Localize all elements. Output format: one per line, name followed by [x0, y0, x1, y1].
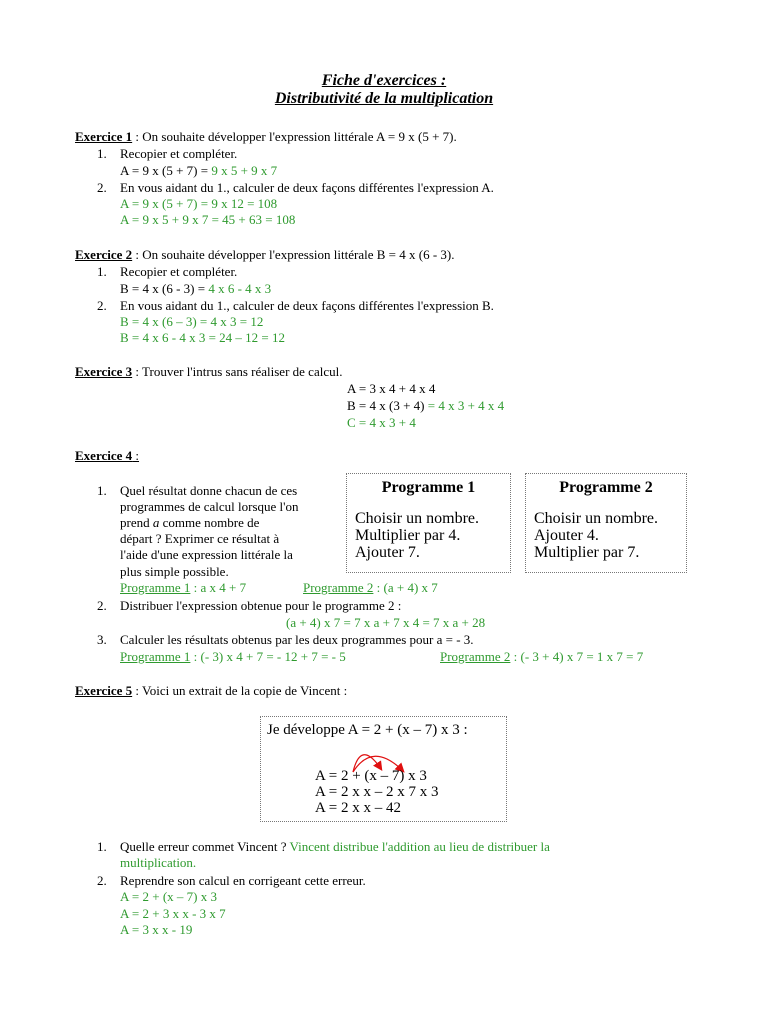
ex4-q3-ans2-label: Programme 2	[440, 649, 511, 664]
ex3-line-c: C = 4 x 3 + 4	[347, 415, 416, 430]
ex3-line-a: A = 3 x 4 + 4 x 4	[347, 381, 436, 396]
ex1-q1-expr-b: 9 x 5 + 9 x 7	[211, 163, 278, 178]
ex4-q3-ans1-text: : (- 3) x 4 + 7 = - 12 + 7 = - 5	[190, 649, 346, 664]
ex4-q1-line4: départ ? Exprimer ce résultat à	[120, 531, 280, 546]
ex2-q1-expr	[120, 281, 271, 297]
ex1-q1-expr	[120, 163, 277, 179]
page-title-line2: Distributivité de la multiplication	[274, 90, 494, 107]
ex1-q1-text: Recopier et compléter.	[120, 146, 238, 161]
ex1-answer-1: A = 9 x (5 + 7) = 9 x 12 = 108	[120, 196, 278, 211]
ex5-intro: : Voici un extrait de la copie de Vincent :	[132, 683, 348, 698]
ex3-line-b-expr: B = 4 x (3 + 4)	[347, 398, 428, 413]
ex4-q1-prend: prend	[120, 515, 153, 530]
programme-2-step-3: Multiplier par 7.	[534, 544, 640, 561]
ex2-intro: : On souhaite développer l'expression littérale B = 4 x (6 - 3).	[132, 247, 455, 262]
ex4-heading	[75, 448, 139, 464]
ex1-intro: : On souhaite développer l'expression littérale A = 9 x (5 + 7).	[132, 129, 457, 144]
programme-2-box	[525, 473, 687, 573]
ex4-q3-num: 3.	[97, 632, 107, 647]
ex4-q3-ans1-label: Programme 1	[120, 649, 191, 664]
ex4-ans-prog1-label: Programme 1	[120, 580, 191, 595]
ex3-line-b-answer: = 4 x 3 + 4 x 4	[427, 398, 505, 413]
ex5-q1-answer-1: Vincent distribue l'addition au lieu de distribuer la	[289, 839, 550, 854]
ex4-q1-line6: plus simple possible.	[120, 564, 229, 579]
ex1-q1-expr-a: A = 9 x (5 + 7) =	[120, 163, 212, 178]
ex4-q1-answer-2	[303, 580, 438, 596]
ex4-colon: :	[132, 448, 140, 463]
ex4-q1-line3-rest: comme nombre de	[162, 515, 260, 530]
ex5-q1-answer-2: multiplication.	[120, 855, 197, 870]
programme-1-box	[346, 473, 511, 573]
ex4-label: Exercice 4	[75, 448, 133, 463]
extract-line-2: A = 2 x x – 2 x 7 x 3	[315, 784, 439, 800]
programme-2-step-2: Ajouter 4.	[534, 527, 599, 544]
extract-heading: Je développe A = 2 + (x – 7) x 3 :	[267, 722, 468, 738]
ex1-heading	[75, 129, 457, 145]
ex2-q1-num: 1.	[97, 264, 107, 279]
ex4-q1-answer	[120, 580, 246, 596]
ex2-q1-text: Recopier et compléter.	[120, 264, 238, 279]
ex4-q2-answer: (a + 4) x 7 = 7 x a + 7 x 4 = 7 x a + 28	[286, 615, 486, 630]
ex4-q3-text: Calculer les résultats obtenus par les deux programmes pour a = - 3.	[120, 632, 474, 647]
programme-1-step-3: Ajouter 7.	[355, 544, 420, 561]
vincent-extract-box	[260, 716, 507, 822]
ex3-heading	[75, 364, 342, 380]
ex5-answer-3: A = 3 x x - 19	[120, 922, 193, 937]
ex5-label: Exercice 5	[75, 683, 133, 698]
ex1-answer-2: A = 9 x 5 + 9 x 7 = 45 + 63 = 108	[120, 212, 296, 227]
ex4-ans-prog1-text: : a x 4 + 7	[190, 580, 247, 595]
programme-2-step-1: Choisir un nombre.	[534, 510, 658, 527]
ex4-ans-prog2-label: Programme 2	[303, 580, 374, 595]
ex5-q1-text: Quelle erreur commet Vincent ?	[120, 839, 290, 854]
ex5-q1-num: 1.	[97, 839, 107, 854]
ex3-label: Exercice 3	[75, 364, 133, 379]
ex4-q3-answer-2	[440, 649, 643, 665]
ex4-q3-answer-1	[120, 649, 346, 665]
programme-1-title: Programme 1	[381, 479, 476, 496]
ex4-q1-num: 1.	[97, 483, 107, 498]
ex5-q2-num: 2.	[97, 873, 107, 888]
ex1-q2-text: En vous aidant du 1., calculer de deux façons différentes l'expression A.	[120, 180, 494, 195]
ex4-q3-ans2-text: : (- 3 + 4) x 7 = 1 x 7 = 7	[510, 649, 644, 664]
extract-line-3: A = 2 x x – 42	[315, 800, 401, 816]
ex3-intro: : Trouver l'intrus sans réaliser de calcul.	[132, 364, 343, 379]
ex2-q1-expr-a: B = 4 x (6 - 3) =	[120, 281, 209, 296]
ex5-answer-2: A = 2 + 3 x x - 3 x 7	[120, 906, 226, 921]
ex4-q1-line5: l'aide d'une expression littérale la	[120, 547, 293, 562]
ex1-label: Exercice 1	[75, 129, 133, 144]
ex2-label: Exercice 2	[75, 247, 133, 262]
ex2-q2-text: En vous aidant du 1., calculer de deux façons différentes l'expression B.	[120, 298, 494, 313]
ex5-q2-text: Reprendre son calcul en corrigeant cette erreur.	[120, 873, 366, 888]
ex2-answer-1: B = 4 x (6 – 3) = 4 x 3 = 12	[120, 314, 264, 329]
ex4-q1-line2: programmes de calcul lorsque l'on	[120, 499, 299, 514]
programme-2-title: Programme 2	[559, 479, 653, 496]
ex4-ans-prog2-text: : (a + 4) x 7	[373, 580, 438, 595]
ex4-q2-num: 2.	[97, 598, 107, 613]
ex3-line-b	[347, 398, 504, 414]
programme-1-step-1: Choisir un nombre.	[355, 510, 479, 527]
ex2-q2-num: 2.	[97, 298, 107, 313]
extract-line-1: A = 2 + (x – 7) x 3	[315, 768, 427, 784]
ex4-q1-var: a	[152, 515, 160, 530]
ex5-q1	[120, 839, 550, 855]
ex4-q2-text: Distribuer l'expression obtenue pour le programme 2 :	[120, 598, 402, 613]
ex2-answer-2: B = 4 x 6 - 4 x 3 = 24 – 12 = 12	[120, 330, 285, 345]
ex5-answer-1: A = 2 + (x – 7) x 3	[120, 889, 217, 904]
ex4-q1-line3	[120, 515, 259, 531]
ex1-q2-num: 2.	[97, 180, 107, 195]
page-title-line1: Fiche d'exercices :	[321, 72, 447, 89]
ex2-heading	[75, 247, 454, 263]
programme-1-step-2: Multiplier par 4.	[355, 527, 461, 544]
ex2-q1-expr-b: 4 x 6 - 4 x 3	[208, 281, 272, 296]
ex1-q1-num: 1.	[97, 146, 107, 161]
ex5-heading	[75, 683, 347, 699]
ex4-q1-line1: Quel résultat donne chacun de ces	[120, 483, 298, 498]
